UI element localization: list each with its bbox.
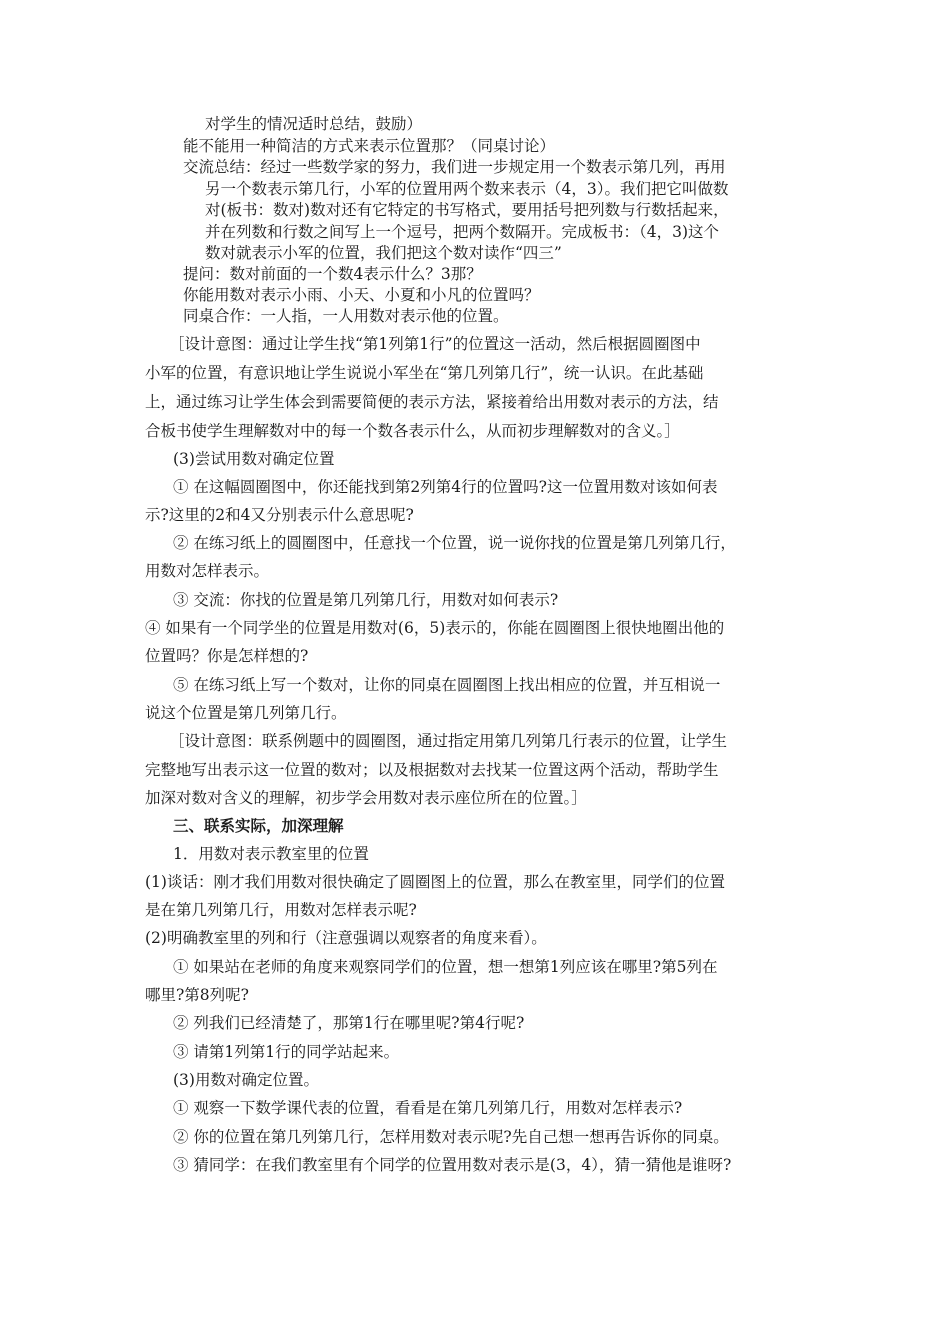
text-line: 交流总结：经过一些数学家的努力，我们进一步规定用一个数表示第几列，再用 [183,158,726,176]
design-intent-line: 上，通过练习让学生体会到需要简便的表示方法，紧接着给出用数对表示的方法，结 [145,393,719,411]
question-line: 说这个位置是第几列第几行。 [145,704,347,722]
text-line: (1)谈话：刚才我们用数对很快确定了圆圈图上的位置，那么在教室里，同学们的位置 [145,873,725,891]
question-line: ② 在练习纸上的圆圈图中，任意找一个位置，说一说你找的位置是第几列第几行， [173,534,736,552]
text-line: 能不能用一种简洁的方式来表示位置那？（同桌讨论） [183,137,556,155]
text-line: 你能用数对表示小雨、小天、小夏和小凡的位置吗？ [183,286,540,304]
section-heading: 三、联系实际，加深理解 [173,817,344,835]
design-intent-line: ［设计意图：联系例题中的圆圈图，通过指定用第几列第几行表示的位置，让学生 [169,732,728,750]
text-line: 提问：数对前面的一个数4表示什么？3那？ [183,265,482,283]
question-line: ③ 交流：你找的位置是第几列第几行，用数对如何表示? [173,591,559,609]
question-line: ④ 如果有一个同学坐的位置是用数对(6，5)表示的，你能在圆圈图上很快地圈出他的 [145,619,725,637]
subsection-title: (3)尝试用数对确定位置 [173,450,335,468]
question-line: 用数对怎样表示。 [145,562,270,580]
item-title: 1．用数对表示教室里的位置 [173,845,369,863]
question-line: ① 如果站在老师的角度来观察同学们的位置，想一想第1列应该在哪里?第5列在 [173,958,718,976]
question-line: ② 你的位置在第几列第几行，怎样用数对表示呢?先自己想一想再告诉你的同桌。 [173,1128,729,1146]
text-line: 是在第几列第几行，用数对怎样表示呢? [145,901,417,919]
design-intent-line: 完整地写出表示这一位置的数对；以及根据数对去找某一位置这两个活动，帮助学生 [145,761,719,779]
text-line: 另一个数表示第几行，小军的位置用两个数来表示（4，3）。我们把它叫做数 [205,180,729,198]
question-line: ② 列我们已经清楚了，那第1行在哪里呢?第4行呢? [173,1014,525,1032]
text-line: (2)明确教室里的列和行（注意强调以观察者的角度来看）。 [145,929,547,947]
text-line: 对(板书：数对)数对还有它特定的书写格式，要用括号把列数与行数括起来， [205,201,729,219]
design-intent-line: ［设计意图：通过让学生找“第1列第1行”的位置这一活动，然后根据圆圈图中 [169,335,701,353]
question-line: ③ 请第1列第1行的同学站起来。 [173,1043,400,1061]
text-line: 对学生的情况适时总结，鼓励） [205,115,423,133]
question-line: ③ 猜同学：在我们教室里有个同学的位置用数对表示是(3，4），猜一猜他是谁呀? [173,1156,732,1174]
question-line: ① 观察一下数学课代表的位置，看看是在第几列第几行，用数对怎样表示? [173,1099,683,1117]
design-intent-line: 加深对数对含义的理解，初步学会用数对表示座位所在的位置。］ [145,789,587,807]
text-line: 同桌合作：一人指，一人用数对表示他的位置。 [183,307,509,325]
question-line: 位置吗？你是怎样想的? [145,647,309,665]
design-intent-line: 合板书使学生理解数对中的每一个数各表示什么，从而初步理解数对的含义。］ [145,422,680,440]
text-line: 数对就表示小军的位置，我们把这个数对读作“四三” [205,244,562,262]
text-line: 并在列数和行数之间写上一个逗号，把两个数隔开。完成板书：（4，3)这个 [205,223,720,241]
design-intent-line: 小军的位置，有意识地让学生说说小军坐在“第几列第几行”，统一认识。在此基础 [145,364,704,382]
question-line: ① 在这幅圆圈图中，你还能找到第2列第4行的位置吗?这一位置用数对该如何表 [173,478,718,496]
question-line: 哪里?第8列呢? [145,986,249,1004]
question-line: 示?这里的2和4又分别表示什么意思呢? [145,506,414,524]
text-line: (3)用数对确定位置。 [173,1071,319,1089]
question-line: ⑤ 在练习纸上写一个数对，让你的同桌在圆圈图上找出相应的位置，并互相说一 [173,676,721,694]
